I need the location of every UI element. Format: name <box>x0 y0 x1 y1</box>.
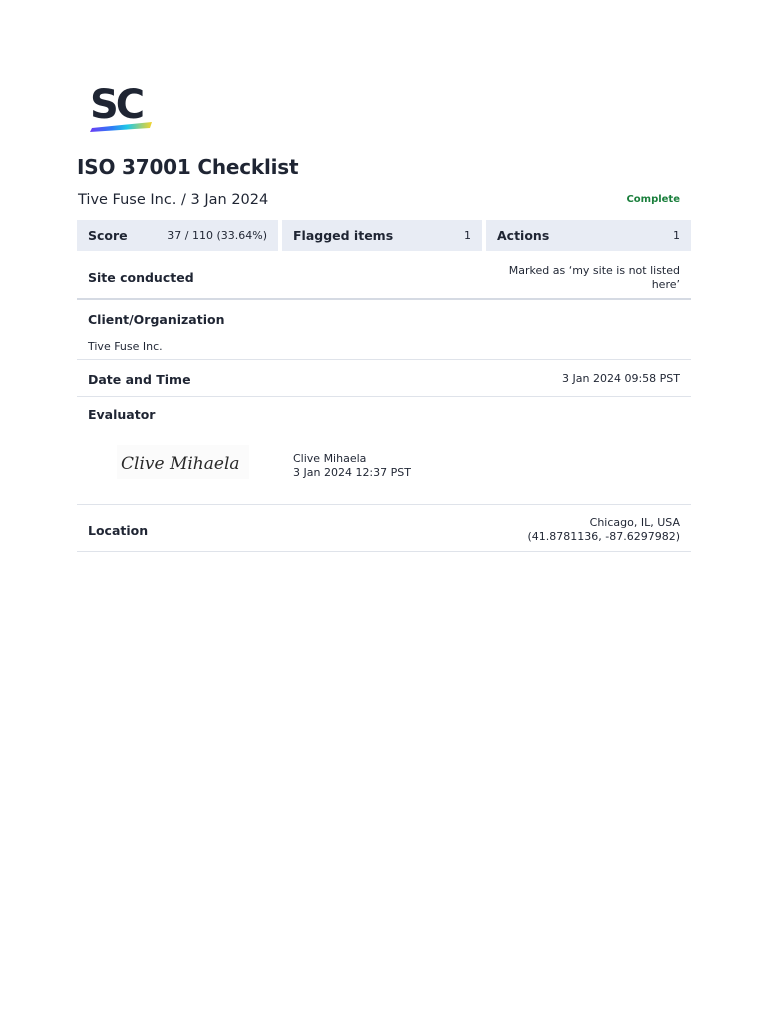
date-time-label: Date and Time <box>88 372 191 387</box>
status-badge: Complete <box>626 194 680 205</box>
svg-text:SC: SC <box>90 82 143 128</box>
score-value: 37 / 110 (33.64%) <box>167 229 267 242</box>
evaluator-signed-at: 3 Jan 2024 12:37 PST <box>293 466 411 479</box>
actions-label: Actions <box>497 228 550 243</box>
location-label: Location <box>88 523 149 538</box>
actions-count: 1 <box>673 229 680 242</box>
report-subtitle: Tive Fuse Inc. / 3 Jan 2024 <box>78 192 269 208</box>
actions-cell[interactable] <box>486 220 691 251</box>
location-row <box>77 505 691 552</box>
evaluator-label: Evaluator <box>88 407 156 422</box>
flagged-items-label: Flagged items <box>293 228 394 243</box>
evaluator-row <box>77 397 691 505</box>
evaluator-signature-image <box>117 445 249 479</box>
site-conducted-label: Site conducted <box>88 270 194 285</box>
date-time-value: 3 Jan 2024 09:58 PST <box>562 372 680 385</box>
client-organization-value: Tive Fuse Inc. <box>88 340 163 353</box>
site-conducted-row <box>77 252 691 300</box>
summary-bar <box>77 220 691 251</box>
evaluator-info <box>293 452 411 480</box>
flagged-items-count: 1 <box>464 229 471 242</box>
location-value <box>527 516 680 544</box>
signature-text: Clive Mihaela <box>121 454 240 474</box>
location-city: Chicago, IL, USA <box>589 516 680 529</box>
flagged-items-cell[interactable] <box>282 220 482 251</box>
date-time-row <box>77 360 691 397</box>
location-coordinates: (41.8781136, -87.6297982) <box>527 530 680 543</box>
client-organization-label: Client/Organization <box>88 312 225 327</box>
report-title: ISO 37001 Checklist <box>77 155 299 179</box>
score-cell <box>77 220 278 251</box>
brand-logo <box>88 82 160 134</box>
site-conducted-value: Marked as ‘my site is not listed here’ <box>508 264 680 291</box>
client-organization-row <box>77 300 691 360</box>
score-label: Score <box>88 228 128 243</box>
evaluator-name: Clive Mihaela <box>293 452 367 465</box>
